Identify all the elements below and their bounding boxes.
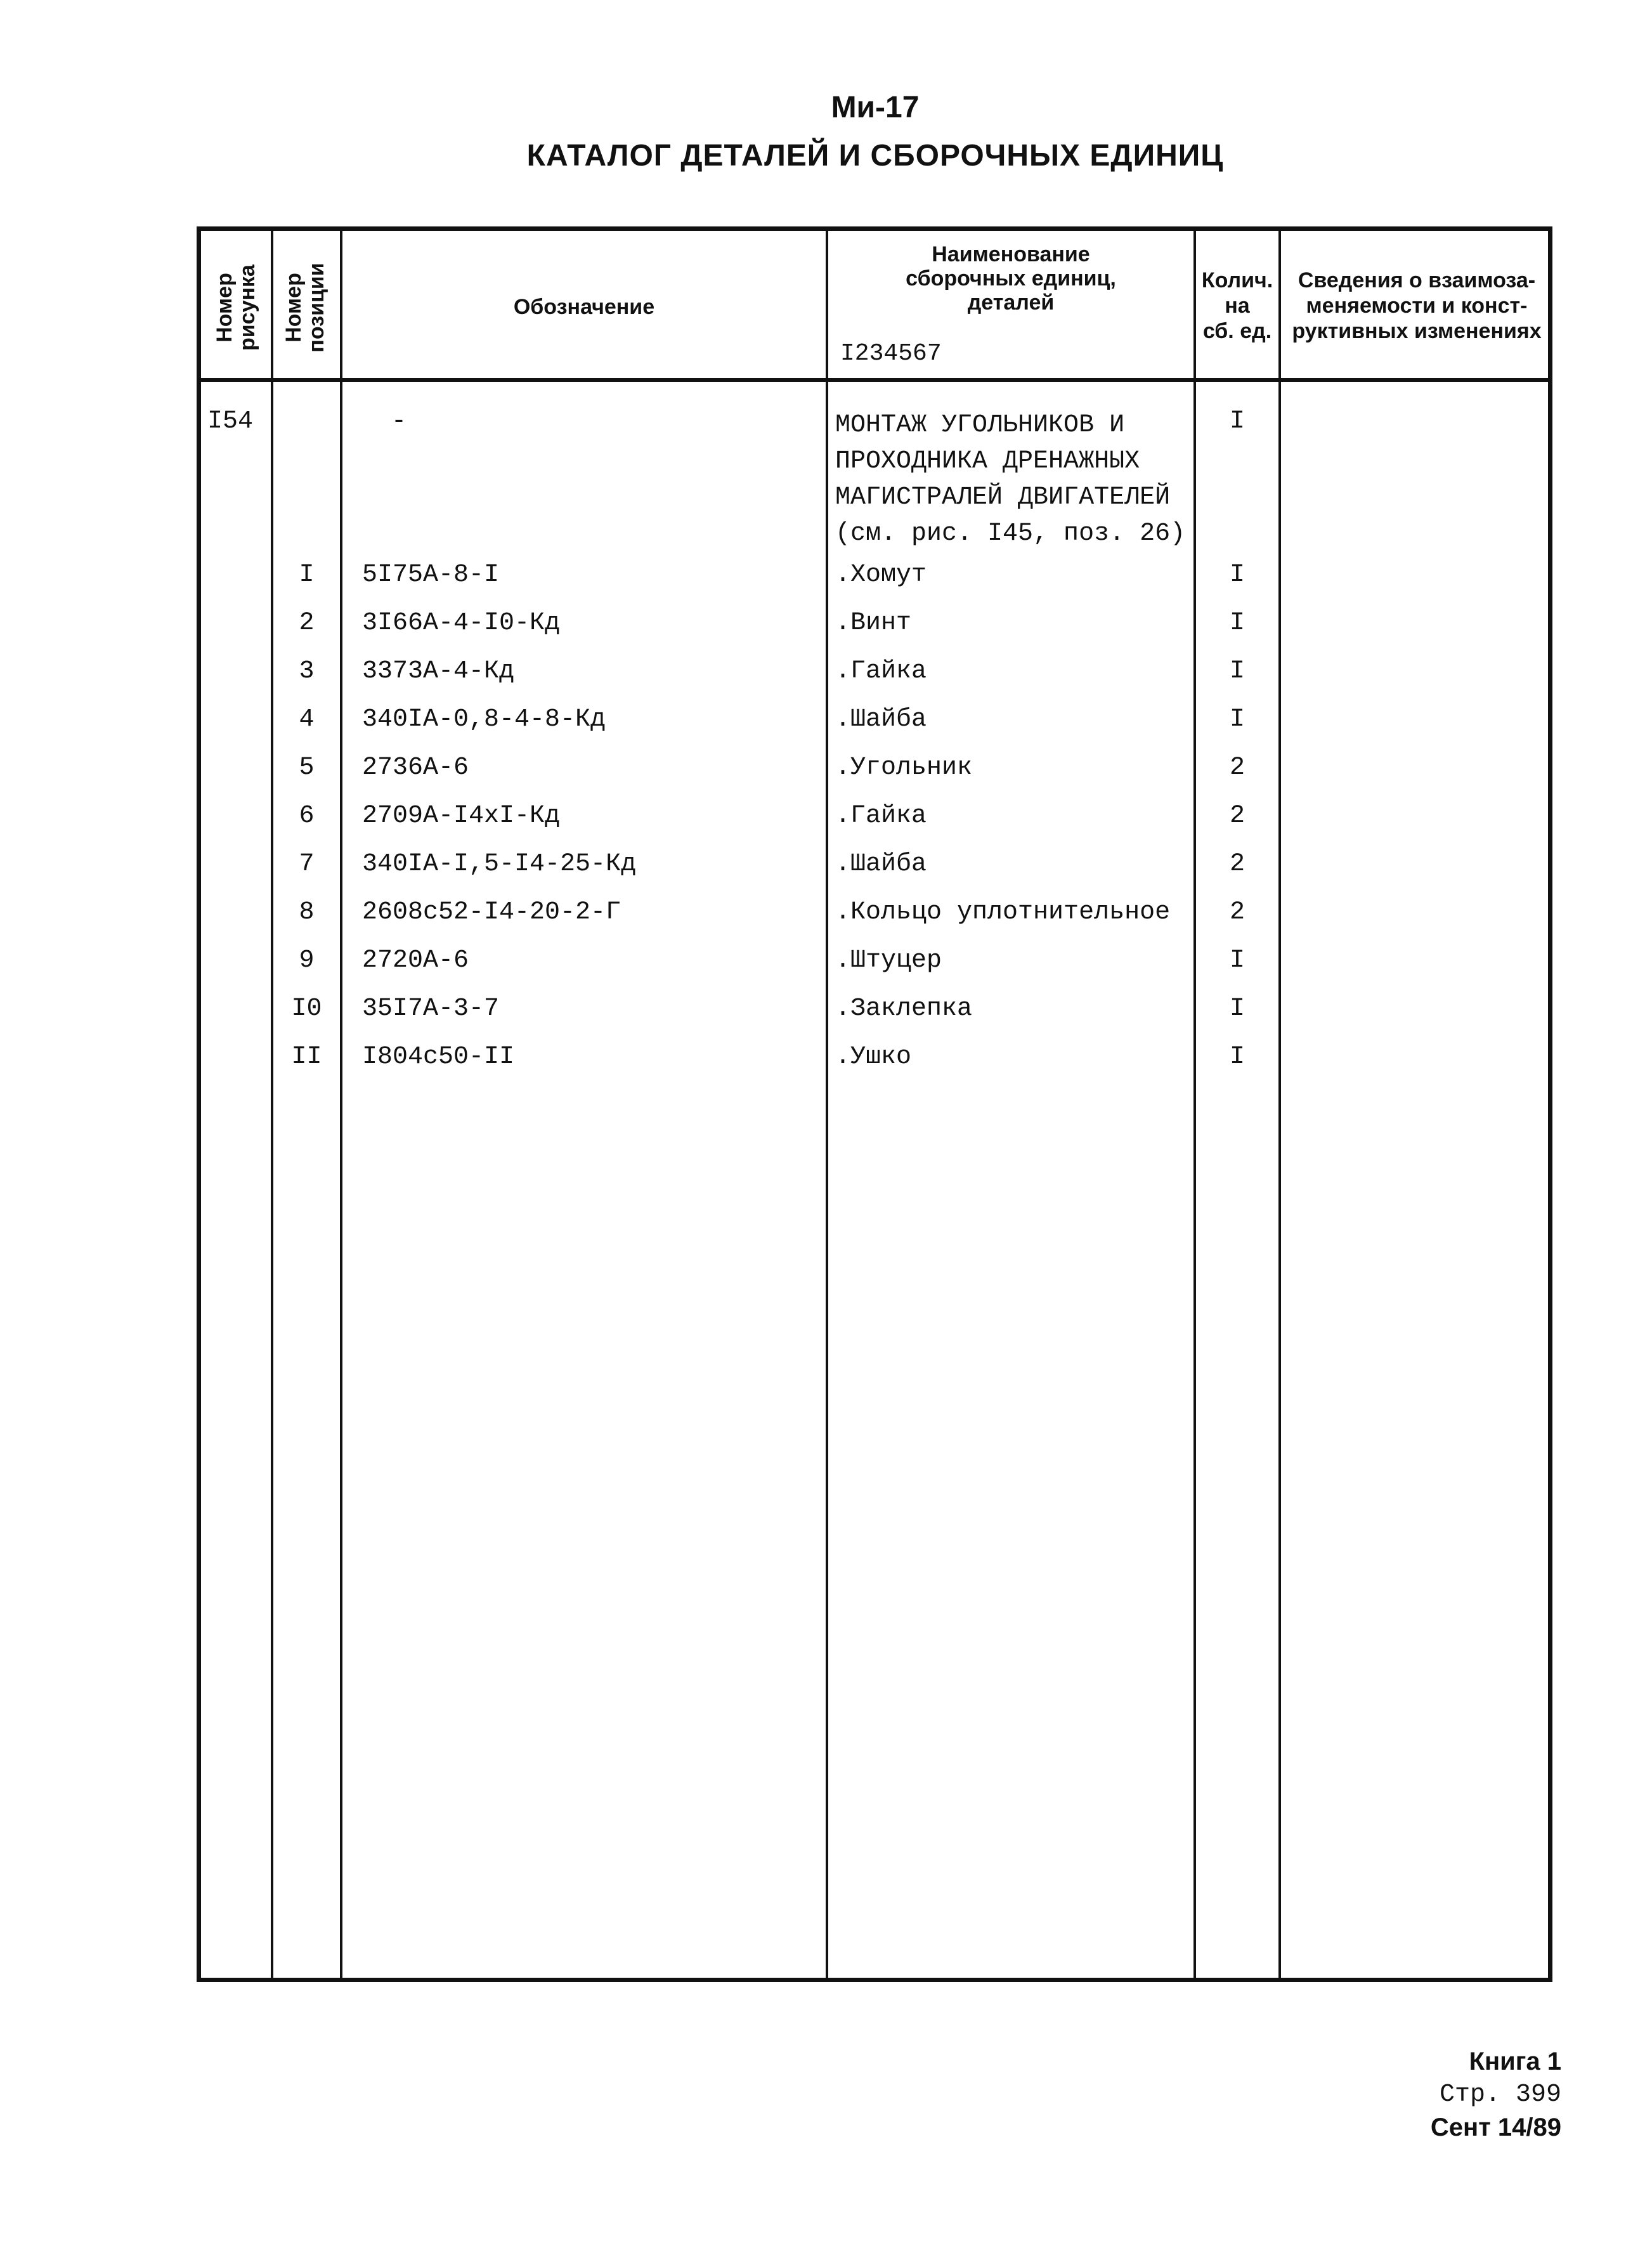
part-qty: 2: [1229, 802, 1245, 830]
part-qty: I: [1229, 609, 1245, 637]
catalog-title: КАТАЛОГ ДЕТАЛЕЙ И СБОРОЧНЫХ ЕДИНИЦ: [526, 139, 1224, 173]
part-designation: 3373А-4-Кд: [362, 657, 515, 686]
footer-book: Книга 1: [1469, 2048, 1561, 2075]
part-name: .Шайба: [835, 850, 927, 879]
header-figure-no: Номер рисунка: [212, 265, 259, 351]
part-name: .Штуцер: [835, 946, 942, 975]
part-qty: 2: [1229, 898, 1245, 927]
parts-table: [197, 226, 1552, 1982]
part-qty: I: [1229, 561, 1245, 589]
part-designation: 35I7А-3-7: [362, 995, 500, 1023]
part-qty: I: [1229, 657, 1245, 686]
part-name: .Кольцо уплотнительное: [835, 898, 1171, 927]
part-qty: I: [1229, 946, 1245, 975]
position-number: 6: [299, 802, 315, 830]
position-number: 8: [299, 898, 315, 927]
part-name: .Хомут: [835, 561, 927, 589]
footer-page: Стр. 399: [1439, 2080, 1561, 2109]
part-name: .Угольник: [835, 754, 973, 782]
header-qty: Колич. на сб. ед.: [1201, 268, 1273, 343]
col-divider: [271, 231, 273, 1978]
header-name: Наименование сборочных единиц, деталей: [906, 242, 1116, 315]
position-number: 5: [299, 754, 315, 782]
position-number: 7: [299, 850, 315, 879]
part-qty: I: [1229, 995, 1245, 1023]
position-number: 4: [299, 705, 315, 734]
position-number: 2: [299, 609, 315, 637]
footer-date: Сент 14/89: [1430, 2113, 1561, 2141]
part-designation: 2720А-6: [362, 946, 469, 975]
part-qty: I: [1229, 1043, 1245, 1071]
part-qty: 2: [1229, 850, 1245, 879]
header-position-no: Номер позиции: [282, 263, 328, 353]
part-name: .Винт: [835, 609, 912, 637]
part-name: .Ушко: [835, 1043, 912, 1071]
assembly-figure: I54: [207, 407, 254, 436]
col-divider: [826, 231, 828, 1978]
col-divider: [1278, 231, 1281, 1978]
part-designation: I804с50-II: [362, 1043, 515, 1071]
assembly-name: МОНТАЖ УГОЛЬНИКОВ И ПРОХОДНИКА ДРЕНАЖНЫХ МАГИСТРАЛЕЙ ДВИГАТЕЛЕЙ (см. рис. I45, поз. 26): [835, 411, 1186, 548]
part-name: .Гайка: [835, 657, 927, 686]
header-designation: Обозначение: [513, 295, 655, 319]
header-name-code: I234567: [840, 340, 942, 367]
header-divider: [201, 378, 1548, 382]
part-designation: 3I66А-4-I0-Кд: [362, 609, 561, 637]
part-designation: 2736А-6: [362, 754, 469, 782]
part-designation: 2709А-I4хI-Кд: [362, 802, 561, 830]
position-number: II: [291, 1043, 322, 1071]
part-designation: 5I75А-8-I: [362, 561, 500, 589]
part-qty: 2: [1229, 754, 1245, 782]
position-number: 9: [299, 946, 315, 975]
col-divider: [340, 231, 342, 1978]
part-name: .Заклепка: [835, 995, 973, 1023]
part-designation: 340IА-0,8-4-8-Кд: [362, 705, 606, 734]
position-number: 3: [299, 657, 315, 686]
part-name: .Шайба: [835, 705, 927, 734]
part-name: .Гайка: [835, 802, 927, 830]
part-designation: 2608с52-I4-20-2-Г: [362, 898, 621, 927]
position-number: I0: [291, 995, 322, 1023]
part-designation: 340IА-I,5-I4-25-Кд: [362, 850, 637, 879]
part-qty: I: [1229, 705, 1245, 734]
position-number: I: [299, 561, 315, 589]
header-interchange: Сведения о взаимоза- меняемости и конст- руктивных изменениях: [1292, 268, 1542, 343]
aircraft-title: Ми-17: [831, 91, 920, 124]
assembly-designation: -: [391, 407, 407, 436]
col-divider: [1193, 231, 1196, 1978]
assembly-qty: I: [1229, 407, 1245, 436]
